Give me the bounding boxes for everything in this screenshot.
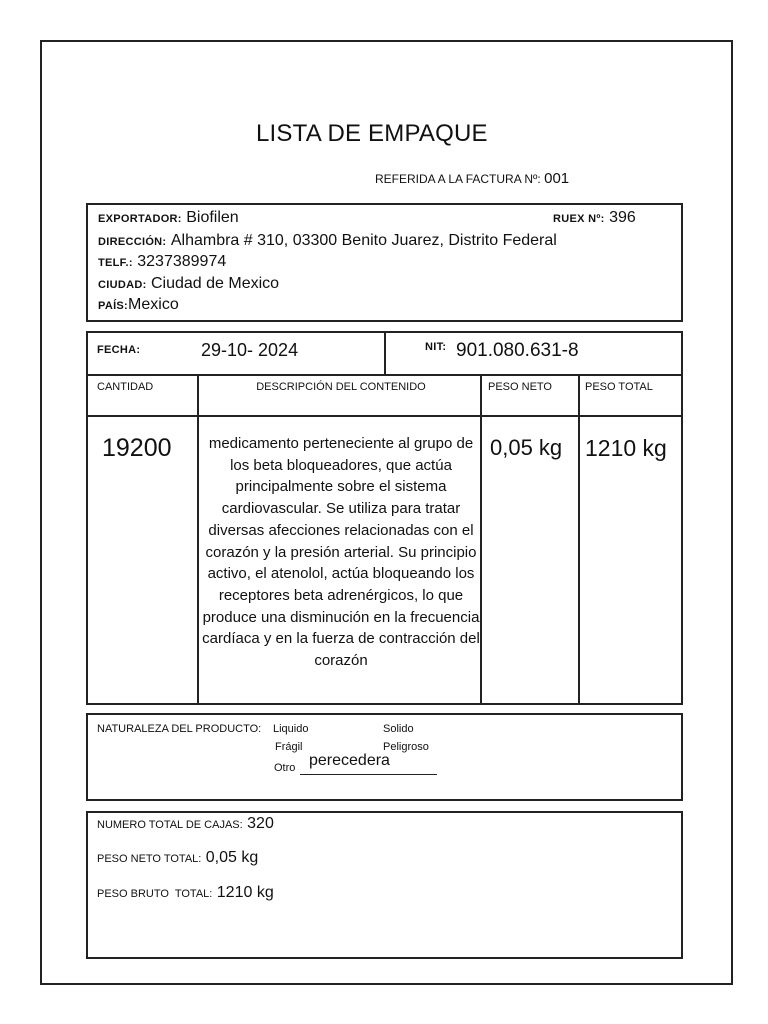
product-nature-box <box>86 713 683 801</box>
fecha-value: 29-10- 2024 <box>201 340 299 360</box>
telf-line <box>98 253 226 271</box>
header-cantidad: CANTIDAD <box>97 381 154 393</box>
exportador-value: Biofilen <box>186 209 239 226</box>
divider <box>88 374 681 376</box>
invoice-ref-value: 001 <box>544 170 570 187</box>
direccion-label: DIRECCIÓN: <box>98 236 167 248</box>
header-peso-neto: PESO NETO <box>488 381 552 393</box>
cajas-line <box>97 815 274 833</box>
ruex-line <box>553 209 636 227</box>
option-fragil: Frágil <box>275 741 303 753</box>
divider <box>197 374 199 703</box>
fecha-label: FECHA: <box>97 344 141 356</box>
divider <box>578 374 580 703</box>
invoice-reference <box>375 170 569 187</box>
exportador-line <box>98 209 239 227</box>
document-title: LISTA DE EMPAQUE <box>256 120 488 147</box>
option-otro: Otro <box>274 762 296 774</box>
peso-bruto-total-line <box>97 884 274 902</box>
peso-bruto-total-label: PESO BRUTO TOTAL: <box>97 888 213 900</box>
ciudad-value: Ciudad de Mexico <box>151 275 280 292</box>
cajas-value: 320 <box>247 815 274 832</box>
header-peso-total: PESO TOTAL <box>585 381 653 393</box>
cell-descripcion: medicamento perteneciente al grupo de los beta bloqueadores, que actúa principalmente sobre el sistema cardiovascular. Se utiliza para tratar diversas afecciones relacionadas con el corazón y la presión arterial. Su principio activo, el atenolol, actúa bloqueando los receptores beta adrenérgicos, lo que produce una disminución en la frecuencia cardíaca y en la fuerza de contracción del corazón <box>202 435 480 670</box>
header-descripcion: DESCRIPCIÓN DEL CONTENIDO <box>256 381 426 393</box>
totals-box <box>86 811 683 959</box>
ruex-label: RUEX Nº: <box>553 213 605 225</box>
cell-cantidad: 19200 <box>102 434 172 462</box>
ciudad-line <box>98 275 279 293</box>
nit-label: NIT: <box>425 341 447 353</box>
exporter-box <box>86 203 683 322</box>
pais-line <box>98 296 179 314</box>
option-solido: Solido <box>383 723 414 735</box>
peso-neto-total-value: 0,05 kg <box>205 849 259 866</box>
direccion-line <box>98 232 557 250</box>
invoice-ref-label: REFERIDA A LA FACTURA Nº: <box>375 172 541 186</box>
ruex-value: 396 <box>609 209 636 226</box>
peso-bruto-total-value: 1210 kg <box>216 884 274 901</box>
nature-label: NATURALEZA DEL PRODUCTO: <box>97 723 262 735</box>
peso-neto-total-label: PESO NETO TOTAL: <box>97 853 202 865</box>
otro-value: perecedera <box>309 752 390 769</box>
cajas-label: NUMERO TOTAL DE CAJAS: <box>97 819 243 831</box>
cell-peso-total: 1210 kg <box>585 435 667 461</box>
pais-label: PAÍS: <box>98 300 129 312</box>
otro-underline <box>300 774 437 775</box>
peso-neto-total-line <box>97 849 258 867</box>
option-peligroso: Peligroso <box>383 741 429 753</box>
pais-value: Mexico <box>128 296 179 313</box>
option-liquido: Liquido <box>273 723 309 735</box>
exportador-label: EXPORTADOR: <box>98 213 182 225</box>
divider <box>384 333 386 374</box>
ciudad-label: CIUDAD: <box>98 279 147 291</box>
contents-table <box>86 331 683 705</box>
nit-value: 901.080.631-8 <box>456 340 579 361</box>
telf-value: 3237389974 <box>137 253 227 270</box>
direccion-value: Alhambra # 310, 03300 Benito Juarez, Distrito Federal <box>170 232 557 249</box>
cell-peso-neto: 0,05 kg <box>490 435 563 460</box>
telf-label: TELF.: <box>98 257 133 269</box>
divider <box>88 415 681 417</box>
